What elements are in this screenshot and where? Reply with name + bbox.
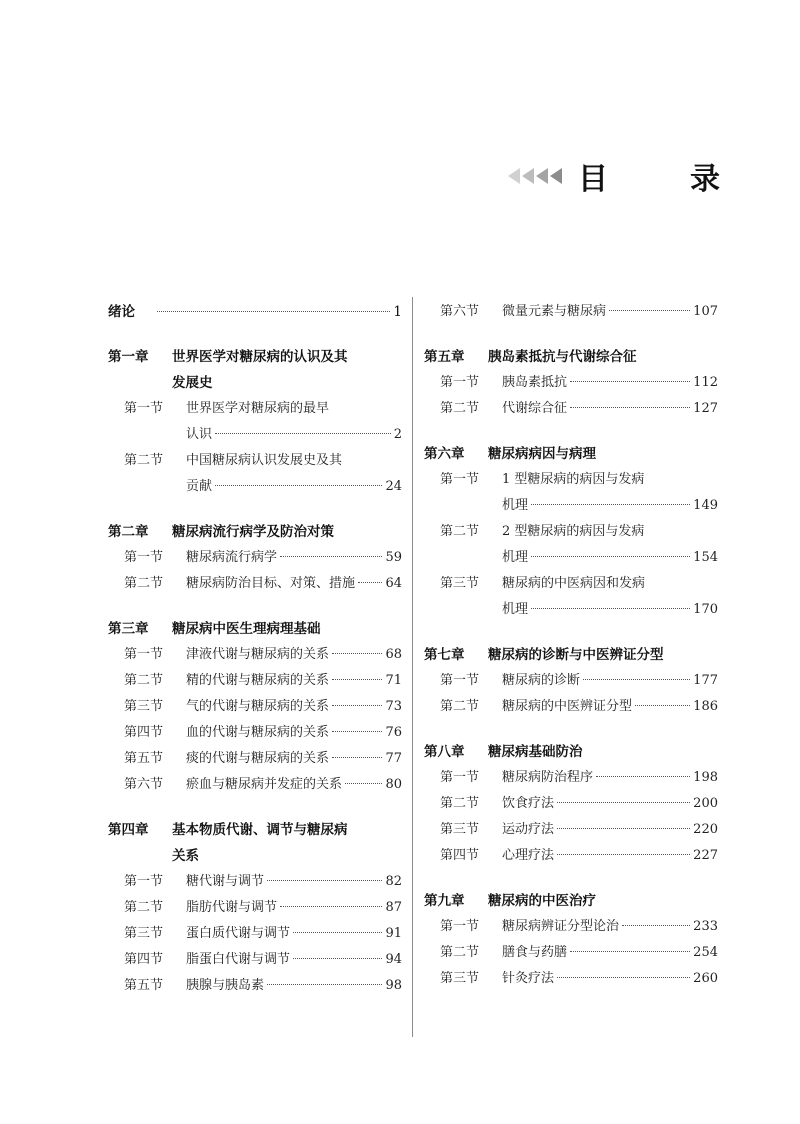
section-label bbox=[124, 668, 329, 694]
section-label bbox=[124, 772, 342, 798]
page-number: 1 bbox=[393, 304, 402, 320]
page-number: 94 bbox=[385, 952, 402, 967]
section-title: 气的代谢与糖尿病的关系 bbox=[186, 699, 330, 714]
dot-leader bbox=[293, 958, 382, 959]
page-number: 233 bbox=[693, 919, 718, 934]
dot-leader bbox=[531, 504, 690, 505]
dot-leader bbox=[332, 679, 382, 680]
chapter-number: 第九章 bbox=[424, 893, 465, 909]
dot-leader bbox=[332, 653, 382, 654]
section-number: 第四节 bbox=[124, 952, 164, 967]
toc-section-entry[interactable] bbox=[108, 448, 402, 474]
page-header bbox=[506, 154, 746, 198]
section-number: 第一节 bbox=[124, 874, 164, 889]
dot-leader bbox=[622, 925, 690, 926]
section-number: 第五节 bbox=[124, 751, 164, 766]
dot-leader bbox=[583, 679, 690, 680]
dot-leader bbox=[635, 705, 690, 706]
chapter-spacer bbox=[424, 869, 718, 888]
section-number: 第二节 bbox=[124, 453, 164, 468]
section-number: 第一节 bbox=[440, 919, 480, 934]
chapter-number: 第一章 bbox=[108, 349, 149, 365]
page-number: 80 bbox=[385, 777, 402, 792]
section-number: 第二节 bbox=[124, 576, 164, 591]
toc-section-entry-continued[interactable] bbox=[424, 545, 718, 571]
chapter-spacer bbox=[424, 325, 718, 344]
dot-leader bbox=[345, 783, 382, 784]
dot-leader bbox=[267, 880, 382, 881]
toc-chapter-heading[interactable] bbox=[424, 441, 718, 467]
toc-section-entry[interactable] bbox=[424, 668, 718, 694]
page-number: 64 bbox=[385, 576, 402, 591]
section-title: 针灸疗法 bbox=[502, 971, 555, 986]
dot-leader bbox=[358, 582, 382, 583]
section-title: 世界医学对糖尿病的最早 bbox=[186, 401, 330, 416]
section-title: 精的代谢与糖尿病的关系 bbox=[186, 673, 330, 688]
section-number: 第一节 bbox=[440, 472, 480, 487]
page-number: 200 bbox=[693, 796, 718, 811]
section-number: 第二节 bbox=[440, 796, 480, 811]
section-number: 第六节 bbox=[440, 304, 480, 319]
section-title: 蛋白质代谢与调节 bbox=[186, 926, 291, 941]
toc-section-entry[interactable] bbox=[108, 869, 402, 895]
section-number: 第二节 bbox=[440, 945, 480, 960]
page-number: 127 bbox=[693, 401, 718, 416]
toc-section-entry[interactable] bbox=[424, 694, 718, 720]
page-number: 107 bbox=[693, 304, 718, 319]
chapter-title-continued: 发展史 bbox=[172, 375, 213, 391]
dot-leader bbox=[531, 556, 690, 557]
section-title-continued: 贡献 bbox=[186, 479, 213, 494]
section-label bbox=[440, 694, 632, 720]
dot-leader bbox=[267, 984, 382, 985]
chapter-spacer bbox=[424, 720, 718, 739]
toc-section-entry[interactable] bbox=[424, 940, 718, 966]
toc-section-entry[interactable] bbox=[108, 947, 402, 973]
chapter-title: 糖尿病流行病学及防治对策 bbox=[172, 524, 334, 540]
section-label bbox=[124, 921, 290, 947]
toc-chapter-heading[interactable] bbox=[424, 344, 718, 370]
toc-intro-entry[interactable] bbox=[108, 299, 402, 325]
page-number: 76 bbox=[385, 725, 402, 740]
section-number: 第四节 bbox=[440, 848, 480, 863]
dot-leader bbox=[293, 932, 382, 933]
toc-chapter-heading[interactable] bbox=[108, 519, 402, 545]
page-title: 目 录 bbox=[578, 162, 746, 197]
section-title: 糖尿病防治程序 bbox=[502, 770, 594, 785]
section-number: 第一节 bbox=[440, 673, 480, 688]
section-label bbox=[440, 940, 567, 966]
section-number: 第三节 bbox=[124, 926, 164, 941]
section-label bbox=[124, 642, 329, 668]
section-title: 饮食疗法 bbox=[502, 796, 555, 811]
chapter-spacer bbox=[108, 798, 402, 817]
dot-leader bbox=[557, 977, 690, 978]
page-number: 59 bbox=[385, 550, 402, 565]
chapter-title: 糖尿病的诊断与中医辨证分型 bbox=[488, 647, 664, 663]
section-number: 第三节 bbox=[124, 699, 164, 714]
toc-section-entry[interactable] bbox=[424, 299, 718, 325]
column-divider bbox=[412, 297, 413, 1037]
section-number: 第二节 bbox=[440, 699, 480, 714]
section-number: 第一节 bbox=[124, 550, 164, 565]
section-label bbox=[440, 966, 554, 992]
dot-leader bbox=[557, 854, 690, 855]
toc-left-column bbox=[108, 299, 402, 999]
dot-leader bbox=[570, 951, 690, 952]
chapter-spacer bbox=[108, 325, 402, 344]
chapter-number: 第七章 bbox=[424, 647, 465, 663]
section-title: 2 型糖尿病的病因与发病 bbox=[502, 524, 645, 539]
toc-section-entry[interactable] bbox=[108, 973, 402, 999]
section-number: 第一节 bbox=[124, 401, 164, 416]
page-number: 98 bbox=[385, 978, 402, 993]
section-label bbox=[440, 396, 567, 422]
section-title: 瘀血与糖尿病并发症的关系 bbox=[186, 777, 343, 792]
toc-section-entry-continued[interactable] bbox=[108, 474, 402, 500]
page-number: 2 bbox=[393, 427, 402, 442]
intro-title: 绪论 bbox=[108, 304, 135, 320]
section-title: 津液代谢与糖尿病的关系 bbox=[186, 647, 330, 662]
toc-right-column bbox=[424, 299, 718, 992]
chapter-title: 世界医学对糖尿病的认识及其 bbox=[172, 349, 348, 365]
toc-section-entry-continued[interactable] bbox=[424, 597, 718, 623]
section-label bbox=[440, 668, 580, 694]
section-title: 脂蛋白代谢与调节 bbox=[186, 952, 291, 967]
section-title: 糖尿病辨证分型论治 bbox=[502, 919, 620, 934]
page-number: 24 bbox=[385, 479, 402, 494]
dot-leader bbox=[557, 828, 690, 829]
toc-chapter-heading-continued bbox=[108, 370, 402, 396]
section-title: 胰岛素抵抗 bbox=[502, 375, 568, 390]
section-label bbox=[440, 370, 567, 396]
page-number: 260 bbox=[693, 971, 718, 986]
toc-chapter-heading[interactable] bbox=[108, 344, 402, 370]
toc-section-entry[interactable] bbox=[424, 843, 718, 869]
section-label bbox=[124, 694, 329, 720]
toc-chapter-heading[interactable] bbox=[424, 888, 718, 914]
chapter-title: 胰岛素抵抗与代谢综合征 bbox=[488, 349, 637, 365]
section-number: 第二节 bbox=[124, 673, 164, 688]
dot-leader bbox=[531, 608, 690, 609]
page-number: 91 bbox=[385, 926, 402, 941]
section-label bbox=[440, 299, 606, 325]
section-label bbox=[124, 720, 329, 746]
section-number: 第二节 bbox=[124, 900, 164, 915]
section-label bbox=[124, 571, 355, 597]
section-label bbox=[124, 947, 290, 973]
toc-section-entry[interactable] bbox=[424, 370, 718, 396]
section-title: 糖尿病的中医病因和发病 bbox=[502, 576, 646, 591]
toc-section-entry[interactable] bbox=[424, 914, 718, 940]
chapter-title: 糖尿病的中医治疗 bbox=[488, 893, 596, 909]
chapter-number: 第三章 bbox=[108, 621, 149, 637]
toc-chapter-heading[interactable] bbox=[108, 817, 402, 843]
chapter-title-continued: 关系 bbox=[172, 848, 199, 864]
section-label bbox=[124, 869, 264, 895]
toc-section-entry[interactable] bbox=[108, 668, 402, 694]
section-label bbox=[440, 914, 619, 940]
toc-section-entry[interactable] bbox=[424, 571, 718, 597]
toc-section-entry[interactable] bbox=[424, 467, 718, 493]
chapter-spacer bbox=[108, 597, 402, 616]
section-number: 第二节 bbox=[440, 401, 480, 416]
section-title-continued: 机理 bbox=[502, 602, 529, 617]
page-number: 87 bbox=[385, 900, 402, 915]
toc-section-entry[interactable] bbox=[108, 720, 402, 746]
dot-leader bbox=[596, 776, 690, 777]
page-number: 82 bbox=[385, 874, 402, 889]
chapter-title: 糖尿病中医生理病理基础 bbox=[172, 621, 321, 637]
page-number: 77 bbox=[385, 751, 402, 766]
section-title: 胰腺与胰岛素 bbox=[186, 978, 265, 993]
section-title-continued: 认识 bbox=[186, 427, 213, 442]
page-number: 73 bbox=[385, 699, 402, 714]
dot-leader bbox=[157, 311, 390, 312]
triple-arrow-icon bbox=[506, 168, 562, 184]
page-number: 112 bbox=[693, 375, 718, 390]
page-number: 198 bbox=[693, 770, 718, 785]
chapter-title: 基本物质代谢、调节与糖尿病 bbox=[172, 822, 348, 838]
section-label bbox=[440, 817, 554, 843]
page-number: 227 bbox=[693, 848, 718, 863]
toc-section-entry[interactable] bbox=[108, 921, 402, 947]
toc-section-entry[interactable] bbox=[424, 966, 718, 992]
toc-section-entry[interactable] bbox=[108, 396, 402, 422]
page-number: 149 bbox=[693, 498, 718, 513]
chapter-spacer bbox=[424, 623, 718, 642]
section-title: 中国糖尿病认识发展史及其 bbox=[186, 453, 343, 468]
section-title: 微量元素与糖尿病 bbox=[502, 304, 607, 319]
dot-leader bbox=[609, 310, 690, 311]
section-label bbox=[440, 843, 554, 869]
section-title: 代谢综合征 bbox=[502, 401, 568, 416]
dot-leader bbox=[570, 407, 690, 408]
section-title: 糖尿病流行病学 bbox=[186, 550, 278, 565]
chapter-title: 糖尿病基础防治 bbox=[488, 744, 583, 760]
chapter-number: 第二章 bbox=[108, 524, 149, 540]
dot-leader bbox=[332, 731, 382, 732]
toc-section-entry[interactable] bbox=[108, 895, 402, 921]
section-title: 糖代谢与调节 bbox=[186, 874, 265, 889]
section-title: 脂肪代谢与调节 bbox=[186, 900, 278, 915]
toc-section-entry-continued[interactable] bbox=[424, 493, 718, 519]
toc-section-entry[interactable] bbox=[108, 694, 402, 720]
section-title: 痰的代谢与糖尿病的关系 bbox=[186, 751, 330, 766]
dot-leader bbox=[215, 485, 382, 486]
toc-section-entry[interactable] bbox=[424, 791, 718, 817]
section-title-continued: 机理 bbox=[502, 550, 529, 565]
toc-section-entry[interactable] bbox=[424, 765, 718, 791]
dot-leader bbox=[280, 556, 382, 557]
toc-section-entry[interactable] bbox=[424, 817, 718, 843]
toc-section-entry[interactable] bbox=[424, 396, 718, 422]
section-number: 第一节 bbox=[440, 770, 480, 785]
section-number: 第三节 bbox=[440, 971, 480, 986]
page-number: 186 bbox=[693, 699, 718, 714]
page-number: 220 bbox=[693, 822, 718, 837]
toc-section-entry[interactable] bbox=[108, 571, 402, 597]
chapter-spacer bbox=[424, 422, 718, 441]
chapter-spacer bbox=[108, 500, 402, 519]
dot-leader bbox=[557, 802, 690, 803]
section-number: 第五节 bbox=[124, 978, 164, 993]
section-title: 1 型糖尿病的病因与发病 bbox=[502, 472, 645, 487]
section-title: 运动疗法 bbox=[502, 822, 555, 837]
section-title-continued: 机理 bbox=[502, 498, 529, 513]
toc-section-entry[interactable] bbox=[108, 772, 402, 798]
section-label bbox=[124, 895, 277, 921]
section-title: 糖尿病防治目标、对策、措施 bbox=[186, 576, 356, 591]
section-number: 第三节 bbox=[440, 822, 480, 837]
section-number: 第二节 bbox=[440, 524, 480, 539]
toc-chapter-heading[interactable] bbox=[424, 739, 718, 765]
toc-chapter-heading-continued bbox=[108, 843, 402, 869]
page-number: 154 bbox=[693, 550, 718, 565]
dot-leader bbox=[570, 381, 690, 382]
page-number: 254 bbox=[693, 945, 718, 960]
section-label bbox=[124, 545, 277, 571]
toc-section-entry[interactable] bbox=[108, 746, 402, 772]
section-title: 糖尿病的中医辨证分型 bbox=[502, 699, 633, 714]
section-number: 第三节 bbox=[440, 576, 480, 591]
page-number: 170 bbox=[693, 602, 718, 617]
section-title: 糖尿病的诊断 bbox=[502, 673, 581, 688]
chapter-number: 第五章 bbox=[424, 349, 465, 365]
section-label bbox=[440, 791, 554, 817]
section-number: 第六节 bbox=[124, 777, 164, 792]
chapter-number: 第六章 bbox=[424, 446, 465, 462]
section-label bbox=[124, 746, 329, 772]
dot-leader bbox=[332, 757, 382, 758]
dot-leader bbox=[280, 906, 382, 907]
toc-section-entry[interactable] bbox=[108, 545, 402, 571]
toc-section-entry-continued[interactable] bbox=[108, 422, 402, 448]
section-label bbox=[124, 973, 264, 999]
toc-chapter-heading[interactable] bbox=[424, 642, 718, 668]
page-number: 68 bbox=[385, 647, 402, 662]
dot-leader bbox=[215, 433, 391, 434]
toc-chapter-heading[interactable] bbox=[108, 616, 402, 642]
chapter-title: 糖尿病病因与病理 bbox=[488, 446, 596, 462]
section-number: 第四节 bbox=[124, 725, 164, 740]
dot-leader bbox=[332, 705, 382, 706]
toc-section-entry[interactable] bbox=[424, 519, 718, 545]
section-title: 血的代谢与糖尿病的关系 bbox=[186, 725, 330, 740]
section-title: 心理疗法 bbox=[502, 848, 555, 863]
page-number: 71 bbox=[385, 673, 402, 688]
toc-section-entry[interactable] bbox=[108, 642, 402, 668]
chapter-number: 第四章 bbox=[108, 822, 149, 838]
section-label bbox=[440, 765, 593, 791]
section-number: 第一节 bbox=[440, 375, 480, 390]
section-title: 膳食与药膳 bbox=[502, 945, 568, 960]
section-number: 第一节 bbox=[124, 647, 164, 662]
page-number: 177 bbox=[693, 673, 718, 688]
chapter-number: 第八章 bbox=[424, 744, 465, 760]
